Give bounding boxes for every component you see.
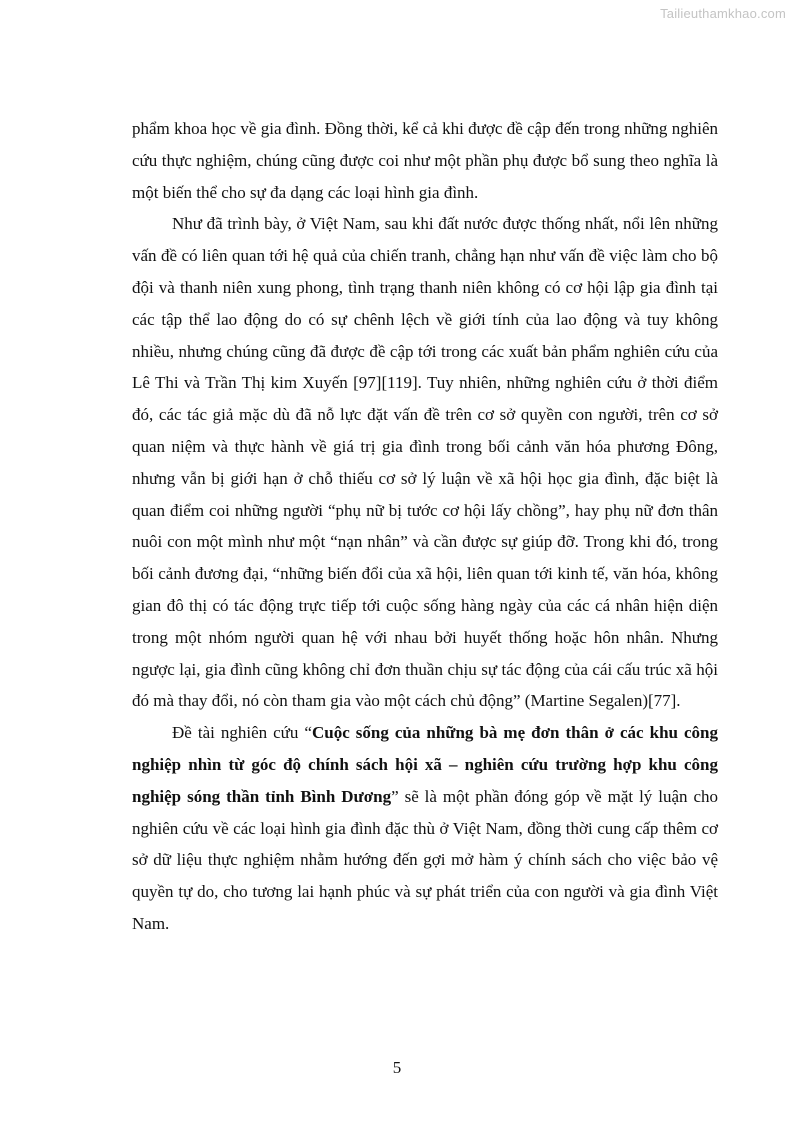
page-number: 5 <box>392 1058 402 1077</box>
paragraph-3-end: ” sẽ là một phần đóng góp về mặt lý luận cho nghiên cứu về các loại hình gia đình đặc thù ở Việt Nam, đồng thời cung cấp thêm cơ sở dữ liệu thực nghiệm nhằm hướng đến gợi mở hàm ý chính sách cho việc bảo vệ quyền tự do, cho tương lai hạnh phúc và sự phát triển của con người và gia đình Việt Nam. <box>132 786 718 933</box>
thesis-title-bold: Cuộc sống của những bà mẹ đơn thân ở các khu công nghiệp nhìn từ góc độ chính sách hội xã – nghiên cứu trường hợp khu công nghiệp sóng thần tỉnh Bình Dương <box>132 723 718 806</box>
paragraph-1: phẩm khoa học về gia đình. Đồng thời, kể cả khi được đề cập đến trong những nghiên cứu thực nghiệm, chúng cũng được coi như một phần phụ được bổ sung theo nghĩa là một biến thể cho sự đa dạng các loại hình gia đình. <box>132 119 718 202</box>
watermark-text: Tailieuthamkhao.com <box>660 6 786 21</box>
document-body <box>132 113 718 940</box>
paragraph-3 <box>132 717 718 940</box>
paragraph-2: Như đã trình bày, ở Việt Nam, sau khi đất nước được thống nhất, nổi lên những vấn đề có liên quan tới hệ quả của chiến tranh, chẳng hạn như vấn đề việc làm cho bộ đội và thanh niên xung phong, tình trạng thanh niên không có cơ hội lập gia đình tại các tập thể lao động do có sự chênh lệch về giới tính của lao động và tuy không nhiều, nhưng chúng cũng đã được đề cập tới trong các xuất bản phẩm nghiên cứu của Lê Thi và Trần Thị kim Xuyến [97][119]. Tuy nhiên, những nghiên cứu ở thời điểm đó, các tác giả mặc dù đã nỗ lực đặt vấn đề trên cơ sở quyền con người, trên cơ sở quan niệm và thực hành về giá trị gia đình trong bối cảnh văn hóa phương Đông, nhưng vẫn bị giới hạn ở chỗ thiếu cơ sở lý luận về xã hội học gia đình, đặc biệt là quan điểm coi những người “phụ nữ bị tước cơ hội lấy chồng”, hay phụ nữ đơn thân nuôi con một mình như một “nạn nhân” và cần được sự giúp đỡ. Trong khi đó, trong bối cảnh đương đại, “những biến đổi của xã hội, liên quan tới kinh tế, văn hóa, không gian đô thị có tác động trực tiếp tới cuộc sống hàng ngày của các cá nhân hiện diện trong một nhóm người quan hệ với nhau bởi huyết thống hoặc hôn nhân. Nhưng ngược lại, gia đình cũng không chỉ đơn thuần chịu sự tác động của cái cấu trúc xã hội đó mà thay đổi, nó còn tham gia vào một cách chủ động” (Martine Segalen)[77]. <box>132 214 718 711</box>
paragraph-3-start: Đề tài nghiên cứu “ <box>172 723 312 743</box>
